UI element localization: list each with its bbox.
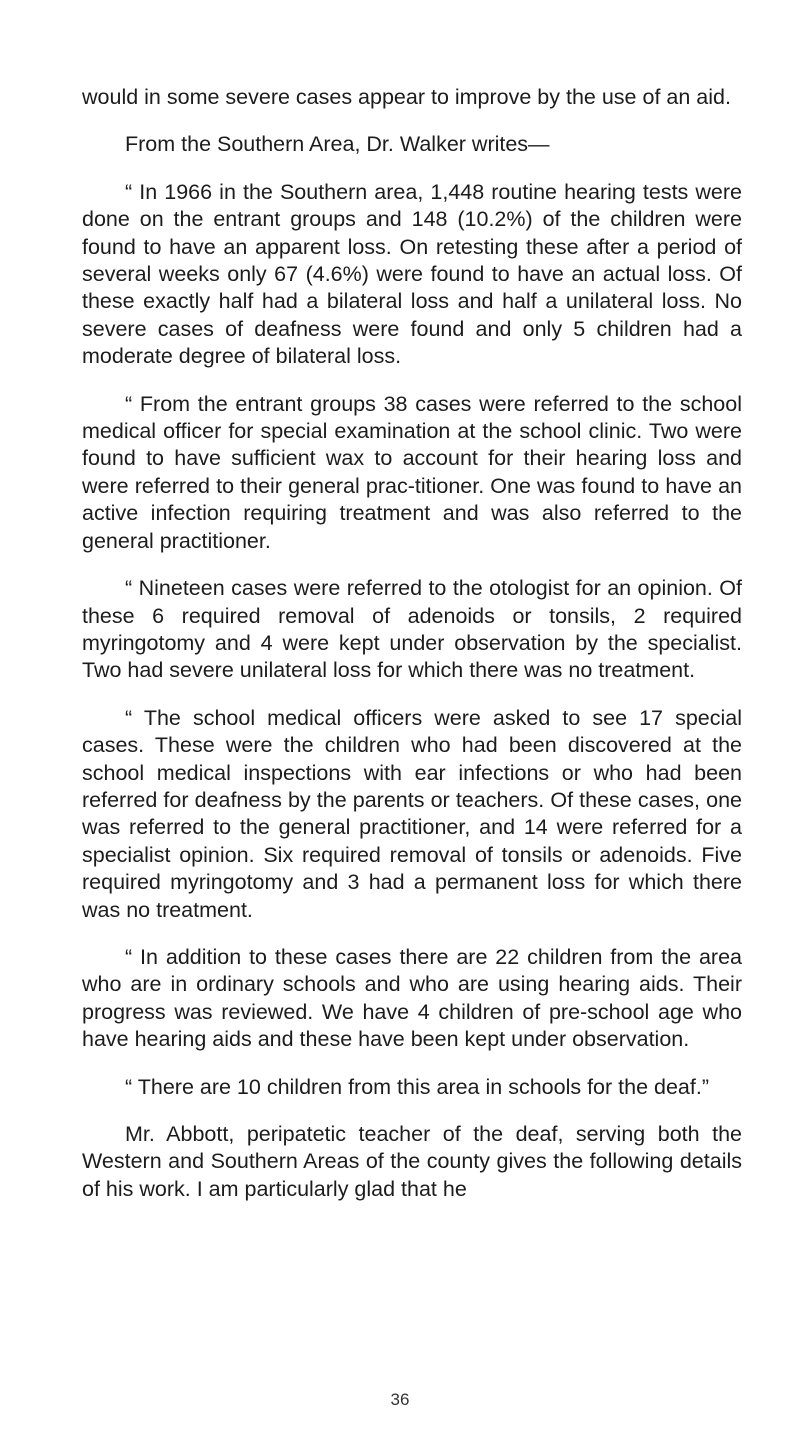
paragraph-entrant-groups: “ From the entrant groups 38 cases were referred to the school medical officer for special examination at the school clinic. Two were found to have sufficient wax to account for their hearing loss and were referred to their general prac-titioner. One was found to have an active infection requiring treatment and was also referred to the general practitioner. — [82, 391, 742, 553]
paragraph-peripatetic-teacher: Mr. Abbott, peripatetic teacher of the deaf, serving both the Western and Southern Areas of the county gives the following details of his work. I am particularly glad that he — [82, 1122, 742, 1201]
paragraph-continuation: would in some severe cases appear to improve by the use of an aid. — [82, 85, 731, 109]
paragraph-hearing-aids: “ In addition to these cases there are 22 children from the area who are in ordinary schools and who are using hearing aids. Their progress was reviewed. We have 4 children of pre-school age who have hearing aids and these have been kept under observation. — [82, 944, 742, 1052]
paragraph-special-cases: “ The school medical officers were asked to see 17 special cases. These were the children who had been discovered at the school medical inspections with ear infections or who had been referred for deafness by the parents or teachers. Of these cases, one was referred to the general practitioner, and 14 were referred for a specialist opinion. Six required removal of tonsils or adenoids. Five required myringotomy and 3 had a permanent loss for which there was no treatment. — [82, 705, 742, 922]
paragraph-schools-for-deaf: “ There are 10 children from this area in schools for the deaf.” — [125, 1074, 709, 1099]
paragraph-otologist-referrals: “ Nineteen cases were referred to the otologist for an opinion. Of these 6 required removal of adenoids or tonsils, 2 required myringotomy and 4 were kept under observation by the specialist. Two had severe unilateral loss for which there was no treatment. — [82, 576, 742, 683]
paragraph-hearing-tests: “ In 1966 in the Southern area, 1,448 routine hearing tests were done on the entrant groups and 148 (10.2%) of the children were found to have an apparent loss. On retesting these after a period of several weeks only 67 (4.6%) were found to have an actual loss. Of these exactly half had a bilateral loss and half a unilateral loss. No severe cases of deafness were found and only 5 children had a moderate degree of bilateral loss. — [82, 179, 742, 369]
page-number: 36 — [390, 1390, 410, 1409]
document-page — [82, 84, 742, 1223]
paragraph-southern-area-intro: From the Southern Area, Dr. Walker writes— — [125, 132, 550, 157]
